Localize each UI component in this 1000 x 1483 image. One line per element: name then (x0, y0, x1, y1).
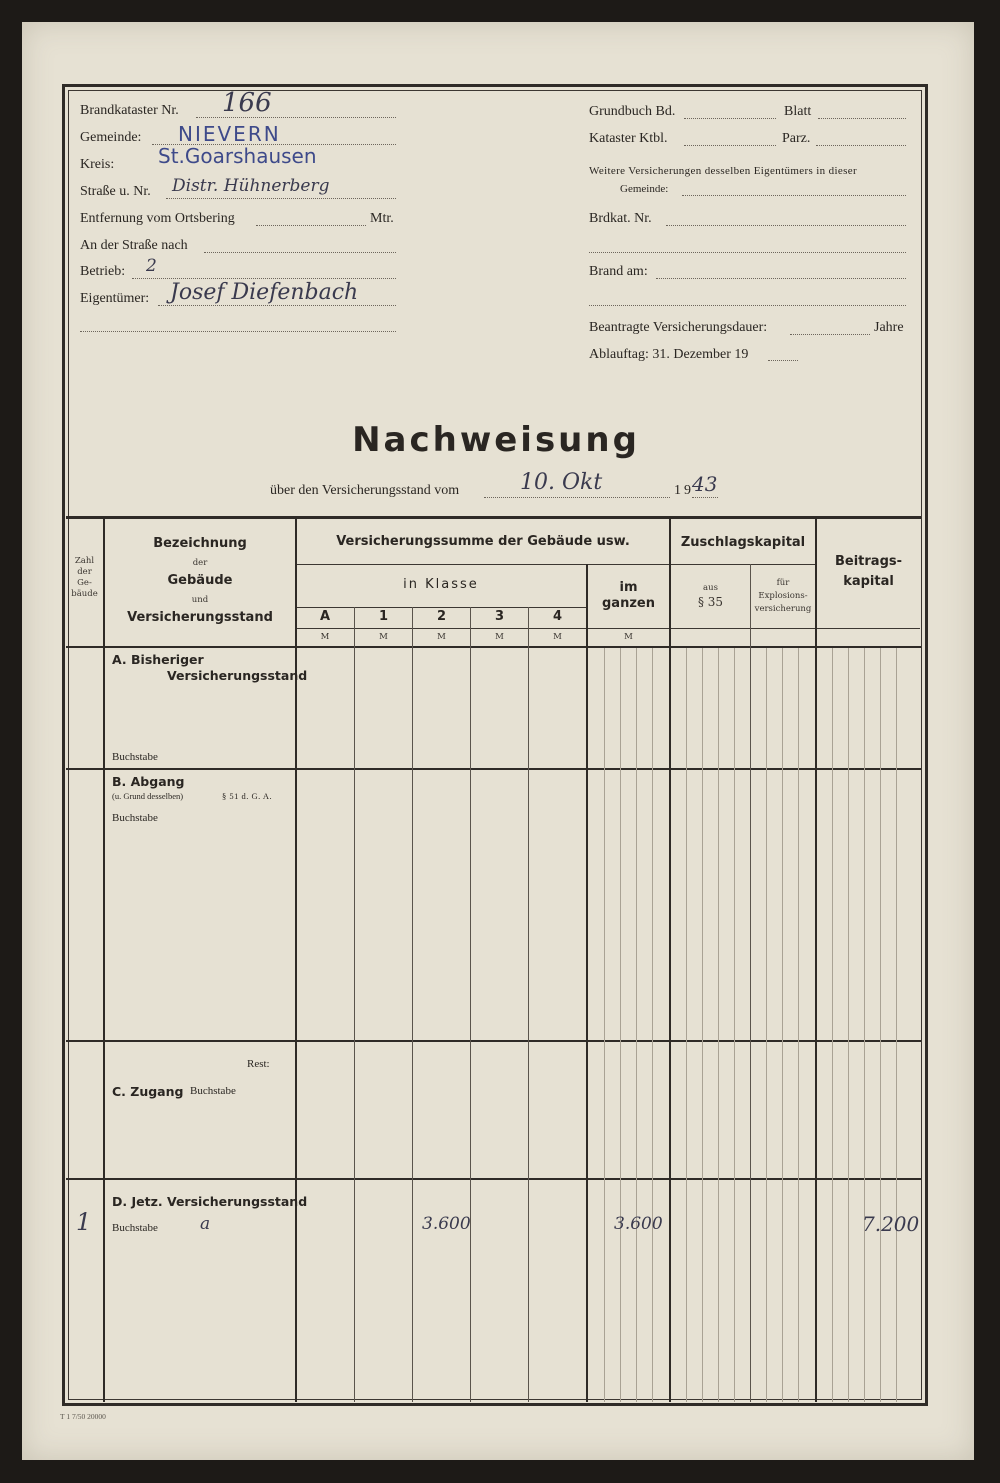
entfernung-unit: Mtr. (370, 211, 394, 226)
section-b-sub: (u. Grund desselben) (112, 791, 184, 801)
section-a-buchstabe: Buchstabe (112, 751, 158, 763)
class-2: 2 (436, 609, 447, 624)
col-beitrags: Beitrags- (834, 554, 903, 569)
unit-2: M (437, 632, 446, 642)
grundbuch-label: Grundbuch Bd. (589, 104, 676, 119)
unit-3: M (495, 632, 504, 642)
parz-label: Parz. (782, 131, 811, 146)
section-b-title: B. Abgang (112, 774, 185, 789)
col-zahl-2: der (77, 567, 92, 577)
eigentuemer-label: Eigentümer: (80, 291, 150, 306)
entfernung-label: Entfernung vom Ortsbering (80, 211, 235, 226)
ablauf-label: Ablauftag: 31. Dezember 19 (589, 347, 749, 362)
col-bez-1: Bezeichnung (153, 536, 247, 551)
brdkat-label: Brdkat. Nr. (589, 211, 652, 226)
section-c-buchstabe: Buchstabe (190, 1085, 236, 1097)
betrieb-label: Betrieb: (80, 264, 126, 279)
unit-ganzen: M (624, 632, 633, 642)
year-prefix: 19 (674, 483, 694, 498)
title-subtitle: über den Versicherungsstand vom (270, 483, 460, 498)
kataster-label: Kataster Ktbl. (589, 131, 668, 146)
rest-label: Rest: (247, 1058, 270, 1070)
col-in-klasse: in Klasse (403, 577, 479, 592)
col-ganzen: ganzen (602, 596, 655, 611)
weitere-line2: Gemeinde: (620, 183, 669, 195)
kreis-label: Kreis: (80, 157, 115, 172)
col-para35: § 35 (697, 595, 724, 609)
section-c-title: C. Zugang (112, 1084, 184, 1099)
strasse-label: Straße u. Nr. (80, 184, 151, 199)
col-versicherungssumme: Versicherungssumme der Gebäude usw. (336, 534, 630, 549)
kreis-stamp: St.Goarshausen (158, 144, 317, 168)
unit-4: M (553, 632, 562, 642)
year-value: 43 (692, 472, 718, 496)
col-kapital: kapital (843, 574, 894, 589)
col-zahl-4: bäude (71, 589, 98, 599)
unit-a: M (320, 632, 330, 642)
col-bez-4: und (191, 595, 209, 605)
strasse-value: Distr. Hühnerberg (172, 176, 330, 196)
col-aus: aus (703, 583, 718, 593)
section-d-buchstabe-value: a (200, 1214, 211, 1234)
col-versicherung: versicherung (754, 604, 812, 614)
section-d-buchstabe: Buchstabe (112, 1222, 158, 1234)
col-zahl-1: Zahl (74, 556, 95, 566)
col-bez-3: Gebäude (167, 573, 233, 588)
section-d-klasse2: 3.600 (422, 1214, 471, 1234)
section-b-buchstabe: Buchstabe (112, 812, 158, 824)
gemeinde-label: Gemeinde: (80, 130, 142, 145)
dauer-label: Beantragte Versicherungsdauer: (589, 320, 768, 335)
brand-label: Brand am: (589, 264, 648, 279)
class-1: 1 (378, 609, 389, 624)
eigentuemer-value: Josef Diefenbach (170, 280, 359, 305)
col-explosions: Explosions- (758, 591, 808, 601)
gemeinde-stamp: NIEVERN (178, 122, 281, 146)
brandkataster-value: 166 (222, 88, 272, 118)
document-title: Nachweisung (352, 420, 640, 460)
class-4: 4 (552, 609, 563, 624)
class-a: A (319, 609, 331, 624)
col-zahl-3: Ge- (77, 578, 92, 588)
section-d-ganzen: 3.600 (614, 1214, 663, 1234)
col-fuer: für (776, 578, 790, 588)
betrieb-value: 2 (146, 256, 157, 276)
form-footer-code: T 1 7/50 20000 (60, 1412, 106, 1421)
blatt-label: Blatt (784, 104, 812, 119)
section-d-zahl: 1 (76, 1208, 92, 1236)
weitere-line1: Weitere Versicherungen desselben Eigentümers in dieser (589, 165, 857, 177)
section-d-title: D. Jetz. Versicherungsstand (112, 1194, 308, 1209)
jahre-label: Jahre (874, 320, 904, 335)
section-a-title: A. Bisheriger (112, 652, 204, 667)
col-bez-2: der (192, 558, 208, 568)
class-3: 3 (494, 609, 505, 624)
unit-1: M (379, 632, 388, 642)
date-value: 10. Okt (520, 470, 603, 495)
section-d-beitrag: 7.200 (862, 1212, 920, 1236)
col-im: im (619, 580, 638, 595)
strasse-nach-label: An der Straße nach (80, 238, 188, 253)
brandkataster-label: Brandkataster Nr. (80, 103, 179, 118)
col-bez-5: Versicherungsstand (127, 610, 273, 625)
col-zuschlagskapital: Zuschlagskapital (680, 535, 806, 550)
section-a-title2: Versicherungsstand (167, 668, 308, 683)
section-b-para: § 51 d. G. A. (222, 791, 273, 801)
